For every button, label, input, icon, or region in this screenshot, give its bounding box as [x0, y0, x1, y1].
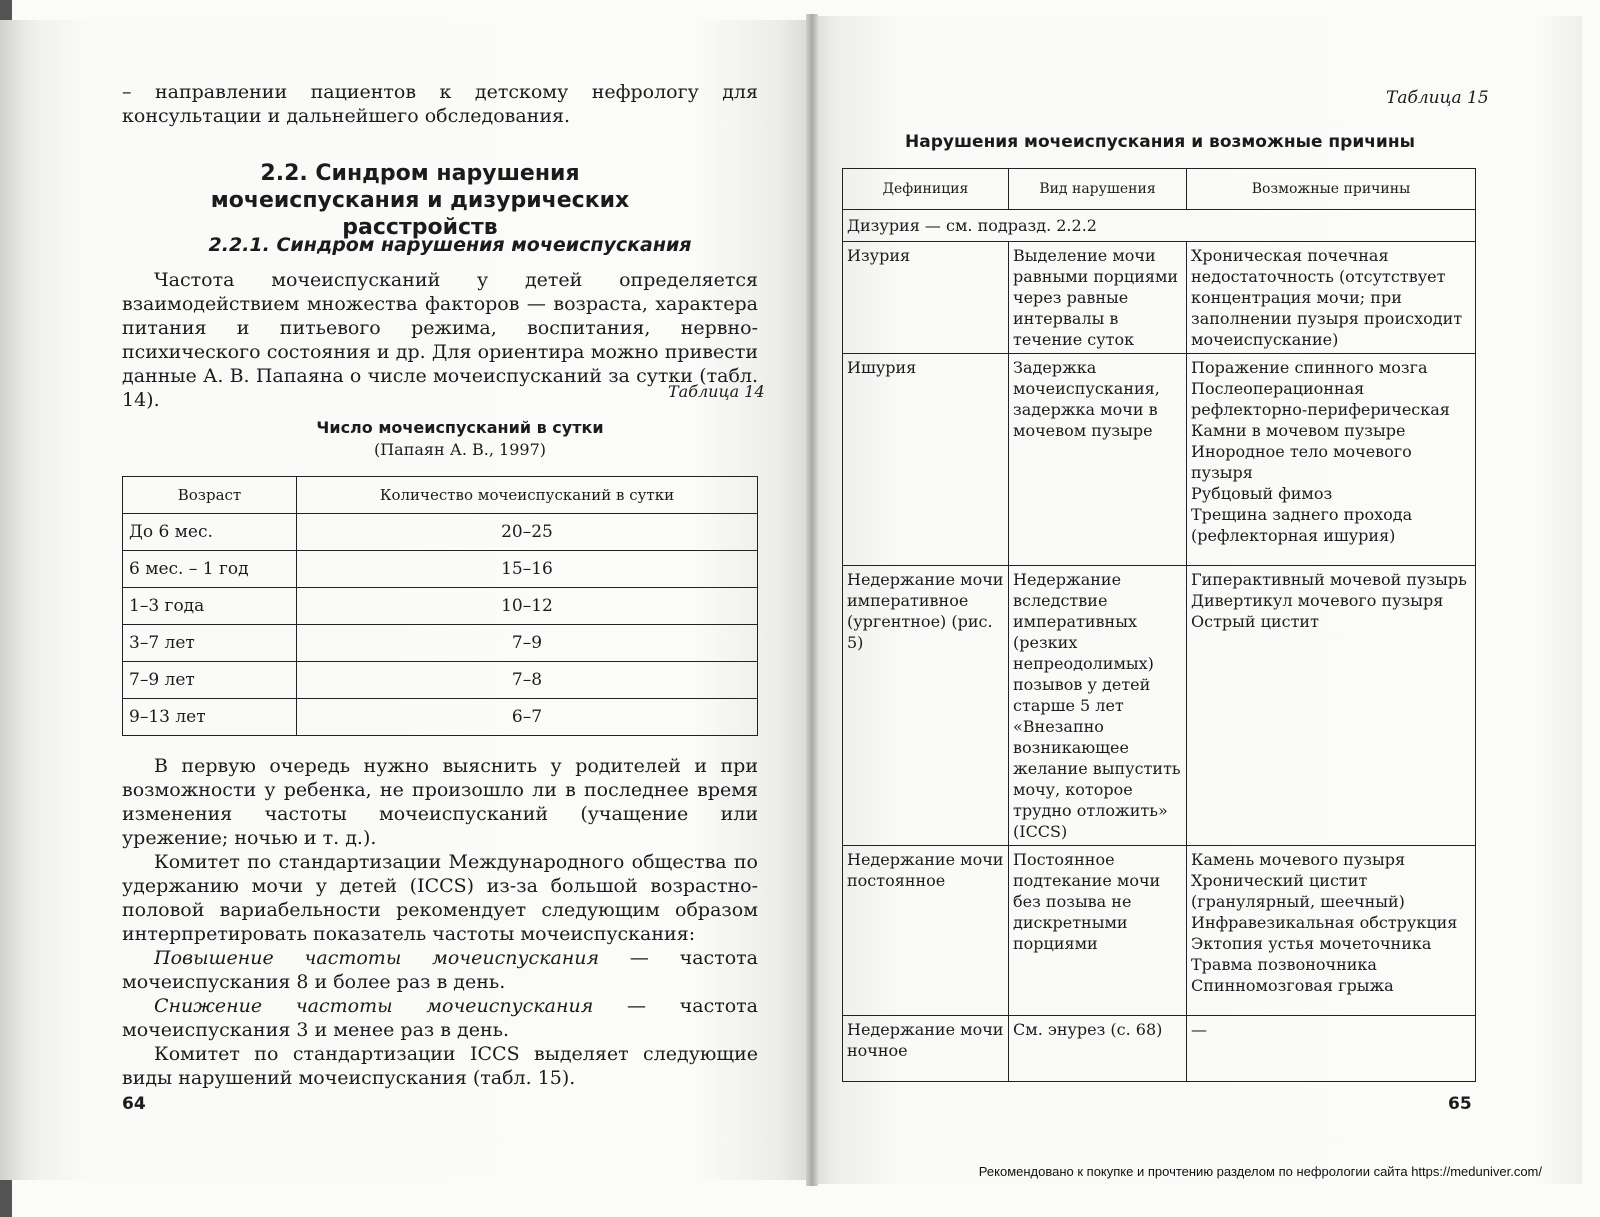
term: Повышение частоты мочеиспускания — [154, 947, 600, 969]
table15-col-definition: Дефиниция — [843, 169, 1009, 210]
type-cell: См. энурез (с. 68) — [1009, 1016, 1187, 1082]
table-row — [843, 846, 1476, 1016]
definition-cell: Изурия — [843, 242, 1009, 354]
table15-col-type: Вид нарушения — [1009, 169, 1187, 210]
section-title: 2.2. Синдром нарушения мочеиспускания и дизурических расстройств — [210, 161, 630, 240]
table-row — [123, 699, 758, 736]
table-row — [843, 354, 1476, 566]
causes-cell: — — [1187, 1016, 1476, 1082]
term: Снижение частоты мочеиспускания — [154, 995, 594, 1017]
table14-col-age: Возраст — [123, 477, 297, 514]
table14-label: Таблица 14 — [668, 382, 765, 401]
left-intro — [122, 80, 758, 128]
causes-cell: Хроническая почечная недостаточность (отсутствует концентрация мочи; при заполнении пузыря происходит мочеиспускание) — [1187, 242, 1476, 354]
footer-note: Рекомендовано к покупке и прочтению разделом по нефрологии сайта https://meduniver.com/ — [978, 1164, 1542, 1179]
table15-title: Нарушения мочеиспускания и возможные причины — [905, 132, 1415, 152]
age-cell: До 6 мес. — [123, 514, 297, 551]
age-cell: 6 мес. – 1 год — [123, 551, 297, 588]
type-cell: Выделение мочи равными порциями через равные интервалы в течение суток — [1009, 242, 1187, 354]
count-cell: 7–8 — [297, 662, 758, 699]
table14 — [122, 476, 758, 736]
table-row — [123, 551, 758, 588]
page-number-left: 64 — [122, 1094, 146, 1114]
page-number-right: 65 — [1448, 1094, 1472, 1114]
table14-col-count: Количество мочеиспусканий в сутки — [297, 477, 758, 514]
table14-title: Число мочеиспусканий в сутки — [316, 418, 604, 437]
definition-cell: Недержание мочи ночное — [843, 1016, 1009, 1082]
age-cell: 9–13 лет — [123, 699, 297, 736]
type-cell: Недержание вследствие императивных (резких непреодолимых) позывов у детей старше 5 лет «Внезапно возникающее желание выпустить мочу, которое трудно отложить» (ICCS) — [1009, 566, 1187, 846]
table-row — [843, 566, 1476, 846]
causes-cell: Гиперактивный мочевой пузырь Дивертикул мочевого пузыря Острый цистит — [1187, 566, 1476, 846]
dysuria-row: Дизурия — см. подразд. 2.2.2 — [843, 210, 1476, 242]
paragraph: В первую очередь нужно выяснить у родителей и при возможности у ребенка, не произошло ли в последнее время изменения частоты мочеиспусканий (учащение или урежение; ночью и т. д.). — [122, 755, 758, 849]
age-cell: 7–9 лет — [123, 662, 297, 699]
table14-header — [123, 477, 758, 514]
table-row — [123, 662, 758, 699]
definition: — частота мочеиспускания 8 и более раз в день. — [122, 947, 758, 993]
left-para-1 — [122, 268, 758, 412]
table15-header — [843, 169, 1476, 210]
paragraph: Комитет по стандартизации ICCS выделяет следующие виды нарушений мочеиспускания (табл. 15). — [122, 1043, 758, 1089]
definition-cell: Недержание мочи постоянное — [843, 846, 1009, 1016]
paragraph: Частота мочеиспусканий у детей определяется взаимодействием множества факторов — возраста, характера питания и питьевого режима, воспитания, нервно-психического состояния и др. Для ориентира можно привести данные А. В. Папаяна о числе мочеиспусканий за сутки (табл. 14). — [122, 269, 758, 411]
definition: — частота мочеиспускания 3 и менее раз в день. — [122, 995, 758, 1041]
book-gutter — [806, 14, 818, 1186]
table-row — [123, 625, 758, 662]
table-row — [843, 1016, 1476, 1082]
count-cell: 10–12 — [297, 588, 758, 625]
age-cell: 1–3 года — [123, 588, 297, 625]
page-stack-edge — [0, 20, 40, 1180]
table15-label: Таблица 15 — [1386, 88, 1489, 108]
count-cell: 7–9 — [297, 625, 758, 662]
table-row — [843, 242, 1476, 354]
left-body-text — [122, 754, 758, 1090]
paragraph — [122, 994, 758, 1042]
age-cell: 3–7 лет — [123, 625, 297, 662]
causes-cell: Поражение спинного мозга Послеоперационная рефлекторно-периферическая Камни в мочевом пузыре Инородное тело мочевого пузыря Рубцовый фимоз Трещина заднего прохода (рефлекторная ишурия) — [1187, 354, 1476, 566]
count-cell: 6–7 — [297, 699, 758, 736]
causes-cell: Камень мочевого пузыря Хронический цистит (гранулярный, шеечный) Инфравезикальная обструкция Эктопия устья мочеточника Травма позвоночника Спинномозговая грыжа — [1187, 846, 1476, 1016]
count-cell: 20–25 — [297, 514, 758, 551]
table-row — [123, 588, 758, 625]
table15-col-causes: Возможные причины — [1187, 169, 1476, 210]
table14-subtitle: (Папаян А. В., 1997) — [373, 440, 547, 459]
type-cell: Задержка мочеиспускания, задержка мочи в мочевом пузыре — [1009, 354, 1187, 566]
paragraph — [122, 946, 758, 994]
count-cell: 15–16 — [297, 551, 758, 588]
subsection-title: 2.2.1. Синдром нарушения мочеиспускания — [208, 234, 692, 256]
table15 — [842, 168, 1476, 1082]
definition-cell: Недержание мочи императивное (ургентное) (рис. 5) — [843, 566, 1009, 846]
paragraph: Комитет по стандартизации Международного общества по удержанию мочи у детей (ICCS) из-за большой возрастно-половой вариабельности рекомендует следующим образом интерпретировать показатель частоты мочеиспускания: — [122, 851, 758, 945]
intro-line: – направлении пациентов к детскому нефрологу для консультации и дальнейшего обследования. — [122, 81, 758, 127]
table-row — [843, 210, 1476, 242]
type-cell: Постоянное подтекание мочи без позыва не дискретными порциями — [1009, 846, 1187, 1016]
definition-cell: Ишурия — [843, 354, 1009, 566]
table-row — [123, 514, 758, 551]
